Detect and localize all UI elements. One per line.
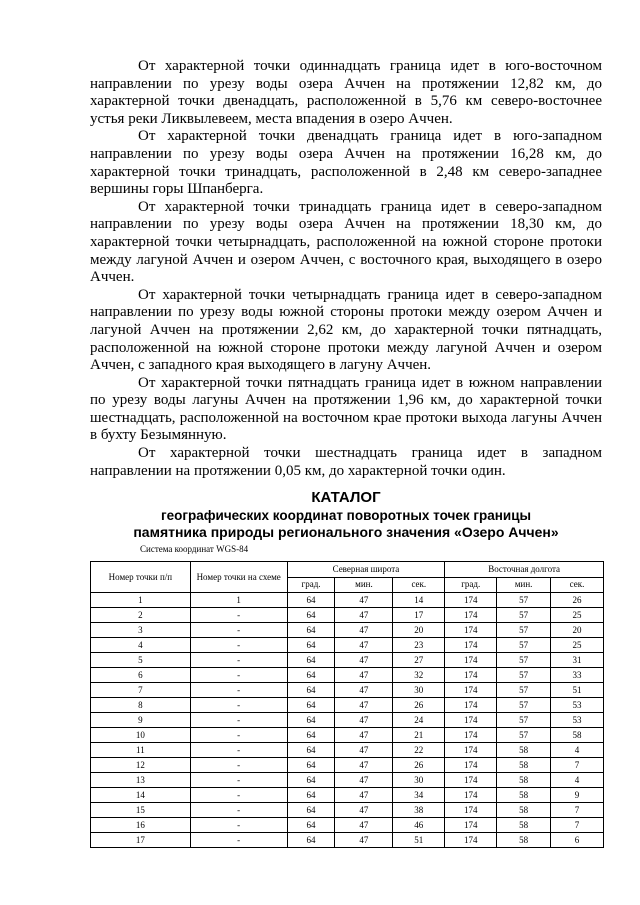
table-row bbox=[91, 623, 604, 638]
table-row bbox=[91, 758, 604, 773]
cell-lat-min: 47 bbox=[335, 758, 393, 773]
cell-lon-deg: 174 bbox=[445, 698, 497, 713]
table-row bbox=[91, 773, 604, 788]
cell-point: 12 bbox=[91, 758, 191, 773]
cell-lon-deg: 174 bbox=[445, 623, 497, 638]
table-row bbox=[91, 818, 604, 833]
cell-lon-min: 57 bbox=[497, 638, 551, 653]
cell-scheme: - bbox=[190, 833, 287, 848]
cell-point: 9 bbox=[91, 713, 191, 728]
cell-point: 10 bbox=[91, 728, 191, 743]
cell-lon-min: 57 bbox=[497, 698, 551, 713]
table-row bbox=[91, 713, 604, 728]
table-row bbox=[91, 683, 604, 698]
cell-lat-deg: 64 bbox=[287, 818, 335, 833]
table-row bbox=[91, 788, 604, 803]
table-body bbox=[91, 593, 604, 848]
cell-point: 2 bbox=[91, 608, 191, 623]
cell-lon-sec: 25 bbox=[551, 638, 604, 653]
catalog-subtitle: географических координат поворотных точек границы bbox=[160, 508, 532, 523]
cell-lon-sec: 7 bbox=[551, 818, 604, 833]
cell-point: 5 bbox=[91, 653, 191, 668]
cell-lon-deg: 174 bbox=[445, 818, 497, 833]
cell-lon-deg: 174 bbox=[445, 653, 497, 668]
catalog-heading bbox=[90, 489, 602, 541]
cell-lon-sec: 4 bbox=[551, 773, 604, 788]
cell-lon-sec: 53 bbox=[551, 713, 604, 728]
cell-lon-sec: 31 bbox=[551, 653, 604, 668]
cell-lon-min: 57 bbox=[497, 713, 551, 728]
header-east-longitude: Восточная долгота bbox=[445, 562, 604, 578]
cell-lon-min: 58 bbox=[497, 788, 551, 803]
cell-lon-deg: 174 bbox=[445, 758, 497, 773]
cell-lat-deg: 64 bbox=[287, 653, 335, 668]
paragraph: От характерной точки четырнадцать граница идет в северо-западном направлении по урезу воды южной стороны протоки между озером Аччен и лагуной Аччен на протяжении 2,62 км, до характерной точки пятнадцать, расположенной на южной стороне протоки между лагуной Аччен и озером Аччен, с западного края выходящего в лагуну Аччен. bbox=[90, 286, 602, 374]
cell-lat-sec: 26 bbox=[393, 758, 445, 773]
cell-lat-deg: 64 bbox=[287, 713, 335, 728]
cell-lat-min: 47 bbox=[335, 593, 393, 608]
cell-lon-sec: 26 bbox=[551, 593, 604, 608]
table-row bbox=[91, 803, 604, 818]
cell-lat-deg: 64 bbox=[287, 758, 335, 773]
cell-scheme: - bbox=[190, 638, 287, 653]
paragraph: От характерной точки одиннадцать граница идет в юго-восточном направлении по урезу воды озера Аччен на протяжении 12,82 км, до характерной точки двенадцать, расположенной в 5,76 км северо-восточнее устья реки Ликвылевеем, места впадения в озеро Аччен. bbox=[90, 58, 602, 127]
cell-lat-min: 47 bbox=[335, 773, 393, 788]
cell-scheme: - bbox=[190, 788, 287, 803]
cell-scheme: 1 bbox=[190, 593, 287, 608]
cell-scheme: - bbox=[190, 803, 287, 818]
header-lat-min: мин. bbox=[335, 577, 393, 593]
cell-lon-deg: 174 bbox=[445, 608, 497, 623]
cell-point: 14 bbox=[91, 788, 191, 803]
cell-point: 8 bbox=[91, 698, 191, 713]
coordinate-system-label: Система координат WGS-84 bbox=[140, 544, 249, 554]
cell-lon-deg: 174 bbox=[445, 713, 497, 728]
cell-lat-min: 47 bbox=[335, 623, 393, 638]
cell-lat-sec: 34 bbox=[393, 788, 445, 803]
cell-lon-deg: 174 bbox=[445, 788, 497, 803]
cell-point: 17 bbox=[91, 833, 191, 848]
table-row bbox=[91, 728, 604, 743]
cell-lat-sec: 51 bbox=[393, 833, 445, 848]
cell-lat-deg: 64 bbox=[287, 608, 335, 623]
cell-lat-deg: 64 bbox=[287, 833, 335, 848]
table-row bbox=[91, 608, 604, 623]
cell-lon-deg: 174 bbox=[445, 773, 497, 788]
cell-lat-deg: 64 bbox=[287, 593, 335, 608]
cell-point: 7 bbox=[91, 683, 191, 698]
cell-lon-deg: 174 bbox=[445, 638, 497, 653]
cell-lon-min: 57 bbox=[497, 623, 551, 638]
header-lon-sec: сек. bbox=[551, 577, 604, 593]
cell-lon-sec: 7 bbox=[551, 758, 604, 773]
cell-lon-min: 57 bbox=[497, 728, 551, 743]
cell-lon-sec: 20 bbox=[551, 623, 604, 638]
cell-lon-min: 58 bbox=[497, 803, 551, 818]
cell-lon-deg: 174 bbox=[445, 728, 497, 743]
cell-scheme: - bbox=[190, 698, 287, 713]
cell-lat-deg: 64 bbox=[287, 803, 335, 818]
cell-lat-sec: 14 bbox=[393, 593, 445, 608]
cell-lat-min: 47 bbox=[335, 728, 393, 743]
cell-lon-min: 57 bbox=[497, 593, 551, 608]
table-row bbox=[91, 593, 604, 608]
cell-scheme: - bbox=[190, 668, 287, 683]
cell-lon-min: 58 bbox=[497, 773, 551, 788]
cell-lat-sec: 22 bbox=[393, 743, 445, 758]
cell-lon-min: 57 bbox=[497, 668, 551, 683]
cell-scheme: - bbox=[190, 758, 287, 773]
cell-scheme: - bbox=[190, 623, 287, 638]
cell-lat-min: 47 bbox=[335, 698, 393, 713]
cell-lat-deg: 64 bbox=[287, 788, 335, 803]
body-text bbox=[90, 58, 602, 480]
cell-scheme: - bbox=[190, 728, 287, 743]
cell-point: 1 bbox=[91, 593, 191, 608]
cell-lon-min: 57 bbox=[497, 653, 551, 668]
cell-lat-min: 47 bbox=[335, 653, 393, 668]
cell-lat-sec: 30 bbox=[393, 683, 445, 698]
cell-lon-min: 58 bbox=[497, 818, 551, 833]
cell-lat-sec: 32 bbox=[393, 668, 445, 683]
cell-lat-deg: 64 bbox=[287, 773, 335, 788]
header-lon-deg: град. bbox=[445, 577, 497, 593]
cell-lon-deg: 174 bbox=[445, 833, 497, 848]
cell-lon-sec: 53 bbox=[551, 698, 604, 713]
cell-lat-min: 47 bbox=[335, 713, 393, 728]
cell-lon-min: 57 bbox=[497, 608, 551, 623]
cell-lat-sec: 46 bbox=[393, 818, 445, 833]
cell-lat-deg: 64 bbox=[287, 743, 335, 758]
cell-lon-sec: 7 bbox=[551, 803, 604, 818]
cell-lon-sec: 58 bbox=[551, 728, 604, 743]
cell-lat-min: 47 bbox=[335, 683, 393, 698]
cell-lon-sec: 6 bbox=[551, 833, 604, 848]
cell-point: 6 bbox=[91, 668, 191, 683]
cell-lon-deg: 174 bbox=[445, 593, 497, 608]
table-row bbox=[91, 743, 604, 758]
cell-lat-deg: 64 bbox=[287, 728, 335, 743]
table-row bbox=[91, 698, 604, 713]
table-row bbox=[91, 638, 604, 653]
cell-point: 13 bbox=[91, 773, 191, 788]
header-scheme-number: Номер точки на схеме bbox=[190, 562, 287, 593]
header-point-number: Номер точки п/п bbox=[91, 562, 191, 593]
cell-lat-min: 47 bbox=[335, 743, 393, 758]
cell-lon-deg: 174 bbox=[445, 743, 497, 758]
cell-lon-sec: 25 bbox=[551, 608, 604, 623]
cell-lon-sec: 33 bbox=[551, 668, 604, 683]
cell-lon-min: 58 bbox=[497, 743, 551, 758]
cell-scheme: - bbox=[190, 653, 287, 668]
catalog-title: КАТАЛОГ bbox=[311, 489, 381, 506]
paragraph: От характерной точки шестнадцать граница идет в западном направлении на протяжении 0,05 км, до характерной точки один. bbox=[90, 445, 602, 479]
cell-lon-deg: 174 bbox=[445, 803, 497, 818]
cell-lat-sec: 38 bbox=[393, 803, 445, 818]
cell-lon-sec: 51 bbox=[551, 683, 604, 698]
cell-lat-sec: 24 bbox=[393, 713, 445, 728]
cell-lat-sec: 23 bbox=[393, 638, 445, 653]
cell-lat-sec: 27 bbox=[393, 653, 445, 668]
cell-point: 11 bbox=[91, 743, 191, 758]
cell-point: 16 bbox=[91, 818, 191, 833]
cell-lon-min: 58 bbox=[497, 758, 551, 773]
cell-scheme: - bbox=[190, 713, 287, 728]
cell-lat-sec: 21 bbox=[393, 728, 445, 743]
cell-lat-min: 47 bbox=[335, 608, 393, 623]
cell-scheme: - bbox=[190, 743, 287, 758]
cell-lat-deg: 64 bbox=[287, 668, 335, 683]
table-row bbox=[91, 653, 604, 668]
coordinates-table bbox=[90, 561, 604, 848]
paragraph: От характерной точки двенадцать граница идет в юго-западном направлении по урезу воды озера Аччен на протяжении 16,28 км, до характерной точки тринадцать, расположенной в 2,48 км северо-западнее вершины горы Шпанберга. bbox=[90, 128, 602, 198]
cell-lat-sec: 20 bbox=[393, 623, 445, 638]
paragraph: От характерной точки тринадцать граница идет в северо-западном направлении по урезу воды озера Аччен на протяжении 18,30 км, до характерной точки четырнадцать, расположенной на южной стороне протоки между лагуной Аччен и озером Аччен, с восточного края, выходящего в озеро Аччен. bbox=[90, 198, 602, 286]
cell-lat-min: 47 bbox=[335, 668, 393, 683]
cell-lon-min: 57 bbox=[497, 683, 551, 698]
cell-point: 3 bbox=[91, 623, 191, 638]
cell-lat-sec: 26 bbox=[393, 698, 445, 713]
cell-lon-sec: 4 bbox=[551, 743, 604, 758]
cell-lat-sec: 30 bbox=[393, 773, 445, 788]
cell-lon-deg: 174 bbox=[445, 683, 497, 698]
paragraph: От характерной точки пятнадцать граница идет в южном направлении по урезу воды лагуны Аччен на протяжении 1,96 км, до характерной точки шестнадцать, расположенной на восточном крае протоки выхода лагуны Аччен в бухту Безымянную. bbox=[90, 374, 602, 444]
header-lat-sec: сек. bbox=[393, 577, 445, 593]
cell-lon-deg: 174 bbox=[445, 668, 497, 683]
header-lon-min: мин. bbox=[497, 577, 551, 593]
cell-lon-sec: 9 bbox=[551, 788, 604, 803]
cell-point: 4 bbox=[91, 638, 191, 653]
cell-lat-deg: 64 bbox=[287, 623, 335, 638]
header-lat-deg: град. bbox=[287, 577, 335, 593]
cell-lat-min: 47 bbox=[335, 788, 393, 803]
cell-lat-min: 47 bbox=[335, 638, 393, 653]
cell-lat-deg: 64 bbox=[287, 638, 335, 653]
cell-scheme: - bbox=[190, 773, 287, 788]
cell-lat-min: 47 bbox=[335, 818, 393, 833]
table-row bbox=[91, 833, 604, 848]
header-north-latitude: Северная широта bbox=[287, 562, 445, 578]
cell-scheme: - bbox=[190, 608, 287, 623]
catalog-subtitle-2: памятника природы регионального значения «Озеро Аччен» bbox=[133, 524, 559, 540]
cell-lat-deg: 64 bbox=[287, 683, 335, 698]
cell-point: 15 bbox=[91, 803, 191, 818]
cell-scheme: - bbox=[190, 818, 287, 833]
cell-lat-deg: 64 bbox=[287, 698, 335, 713]
cell-lon-min: 58 bbox=[497, 833, 551, 848]
cell-lat-min: 47 bbox=[335, 833, 393, 848]
cell-lat-sec: 17 bbox=[393, 608, 445, 623]
cell-lat-min: 47 bbox=[335, 803, 393, 818]
cell-scheme: - bbox=[190, 683, 287, 698]
table-row bbox=[91, 668, 604, 683]
